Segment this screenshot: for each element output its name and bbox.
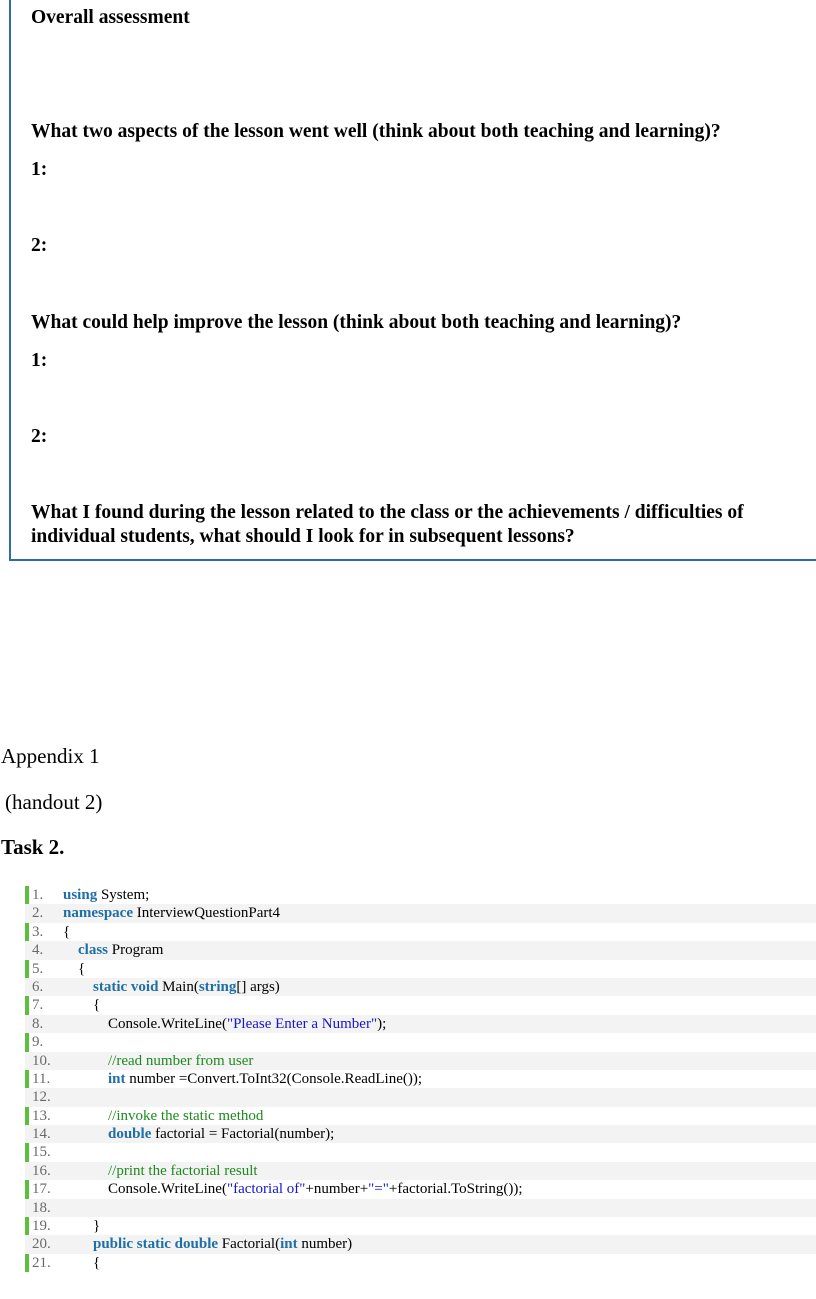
code-line <box>25 1033 816 1051</box>
line-number: 13. <box>32 1107 51 1124</box>
code-line <box>25 1015 816 1033</box>
answer-label-1: 1: <box>31 159 48 180</box>
code-line <box>25 996 816 1014</box>
code-text: //print the factorial result <box>108 1162 258 1179</box>
code-text: using System; <box>63 887 150 903</box>
line-number: 1. <box>32 887 44 903</box>
code-text: public static double Factorial(int number) <box>93 1236 353 1253</box>
question-findings: What I found during the lesson related to the class or the achievements / difficulties of individual students, what should I look for in subsequent lessons? <box>31 502 744 547</box>
code-line <box>25 1254 816 1272</box>
code-text: Console.WriteLine("Please Enter a Number"); <box>108 1015 387 1032</box>
line-number: 6. <box>32 978 44 995</box>
code-text: //invoke the static method <box>108 1107 264 1124</box>
code-line <box>25 1070 816 1088</box>
code-text: { <box>78 960 86 977</box>
code-line <box>25 1052 816 1070</box>
line-number: 11. <box>32 1070 51 1087</box>
answer-label-1: 1: <box>31 350 48 371</box>
code-line <box>25 1125 816 1143</box>
code-listing <box>25 886 816 1272</box>
question-went-well: What two aspects of the lesson went well (think about both teaching and learning)? <box>31 121 721 142</box>
code-line <box>25 1235 816 1253</box>
line-number: 4. <box>32 942 44 959</box>
code-line <box>25 1162 816 1180</box>
line-number: 16. <box>32 1162 51 1179</box>
line-number: 18. <box>32 1199 51 1216</box>
code-text: { <box>93 997 101 1014</box>
code-line <box>25 1088 816 1106</box>
assessment-title: Overall assessment <box>31 7 190 28</box>
code-line <box>25 941 816 959</box>
code-text: namespace InterviewQuestionPart4 <box>63 905 281 922</box>
code-line <box>25 1107 816 1125</box>
line-number: 15. <box>32 1144 51 1161</box>
line-number: 20. <box>32 1236 51 1253</box>
code-line <box>25 886 816 904</box>
code-text: { <box>93 1254 101 1271</box>
line-number: 2. <box>32 905 44 922</box>
code-text: } <box>93 1218 101 1235</box>
code-line <box>25 978 816 996</box>
line-number: 10. <box>32 1052 51 1069</box>
line-number: 21. <box>32 1254 51 1271</box>
code-text: { <box>63 923 71 940</box>
assessment-box <box>9 0 816 561</box>
code-line <box>25 1180 816 1198</box>
line-number: 5. <box>32 960 44 977</box>
line-number: 19. <box>32 1218 51 1235</box>
answer-label-2: 2: <box>31 426 48 447</box>
question-improve: What could help improve the lesson (think about both teaching and learning)? <box>31 312 682 333</box>
code-text: class Program <box>78 942 164 959</box>
line-number: 8. <box>32 1015 44 1032</box>
code-line <box>25 923 816 941</box>
line-number: 12. <box>32 1089 51 1106</box>
code-text: //read number from user <box>108 1052 254 1069</box>
code-text: double factorial = Factorial(number); <box>108 1126 335 1143</box>
code-line <box>25 1199 816 1217</box>
line-number: 7. <box>32 997 44 1014</box>
line-number: 3. <box>32 923 44 940</box>
answer-label-2: 2: <box>31 235 48 256</box>
code-line <box>25 960 816 978</box>
line-number: 14. <box>32 1126 51 1143</box>
task-heading: Task 2. <box>1 835 65 859</box>
code-text: int number =Convert.ToInt32(Console.ReadLine()); <box>108 1070 423 1087</box>
appendix-subtitle: (handout 2) <box>5 790 103 814</box>
code-line <box>25 904 816 922</box>
code-text: Console.WriteLine("factorial of"+number+"="+factorial.ToString()); <box>108 1181 523 1198</box>
code-line <box>25 1143 816 1161</box>
line-number: 17. <box>32 1181 51 1198</box>
appendix-title: Appendix 1 <box>1 744 100 768</box>
code-text: static void Main(string[] args) <box>93 978 280 995</box>
code-line <box>25 1217 816 1235</box>
line-number: 9. <box>32 1034 44 1051</box>
